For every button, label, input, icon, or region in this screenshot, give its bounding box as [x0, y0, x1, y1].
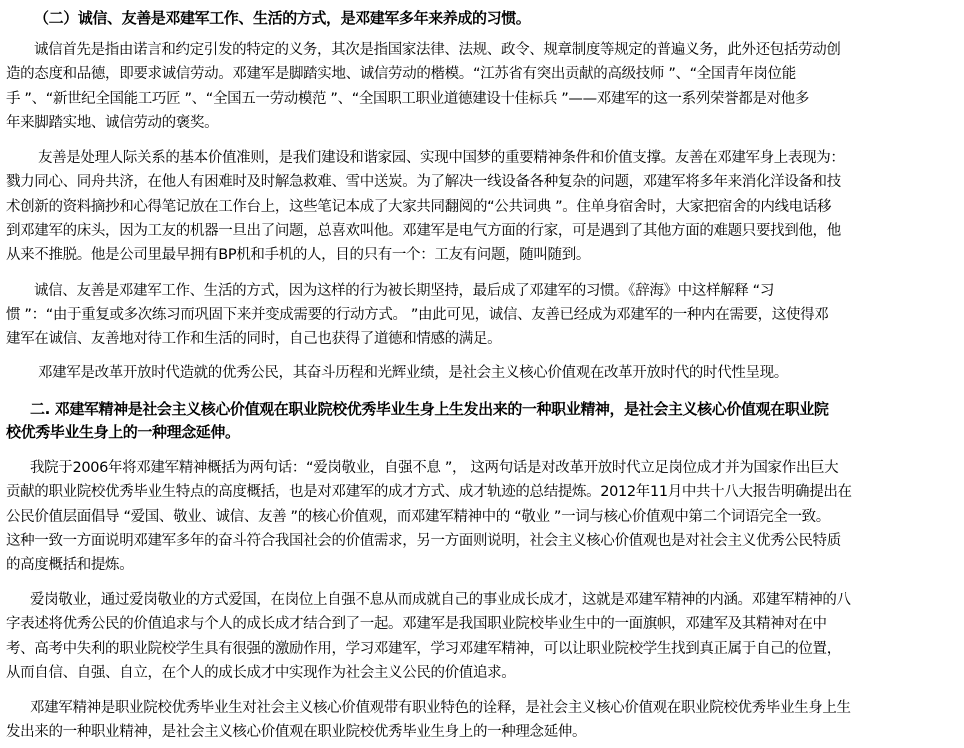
paragraph-line: 这种一致一方面说明邓建军多年的奋斗符合我国社会的价值需求，另一方面则说明，社会主义核心价值观也是对社会主义优秀公民特质 — [6, 533, 841, 549]
paragraph-line: 到邓建军的床头，因为工友的机器一旦出了问题，总喜欢叫他。邓建军是电气方面的行家，可是遇到了其他方面的难题只要找到他，他 — [6, 223, 841, 239]
heading-line: 二. 邓建军精神是社会主义核心价值观在职业院校优秀毕业生身上生发出来的一种职业精神，是社会主义核心价值观在职业院 — [30, 400, 829, 418]
paragraph-line: 建军在诚信、友善地对待工作和生活的同时，自己也获得了道德和情感的满足。 — [6, 331, 502, 347]
paragraph-line: 考、高考中失利的职业院校学生具有很强的激励作用，学习邓建军，学习邓建军精神，可以让职业院校学生找到真正属于自己的位置， — [6, 641, 841, 657]
paragraph-line: 发出来的一种职业精神，是社会主义核心价值观在职业院校优秀毕业生身上的一种理念延伸。 — [6, 724, 587, 740]
paragraph-line: 造的态度和品德，即要求诚信劳动。邓建军是脚踏实地、诚信劳动的楷模。“江苏省有突出贡献的高级技师 ”、“全国青年岗位能 — [6, 66, 796, 82]
paragraph-line: 的高度概括和提炼。 — [6, 557, 134, 573]
paragraph-line: 友善是处理人际关系的基本价值准则，是我们建设和谐家园、实现中国梦的重要精神条件和价值支撑。友善在邓建军身上表现为： — [38, 150, 845, 166]
paragraph-line: 邓建军是改革开放时代造就的优秀公民，其奋斗历程和光辉业绩，是社会主义核心价值观在改革开放时代的时代性呈现。 — [38, 365, 788, 381]
heading-line: （二）诚信、友善是邓建军工作、生活的方式，是邓建军多年来养成的习惯。 — [34, 9, 531, 27]
paragraph-line: 术创新的资料摘抄和心得笔记放在工作台上，这些笔记本成了大家共同翻阅的“公共词典 ”。住单身宿舍时，大家把宿舍的内线电话移 — [6, 199, 832, 215]
paragraph-line: 诚信首先是指由诺言和约定引发的特定的义务，其次是指国家法律、法规、政令、规章制度等规定的普遍义务，此外还包括劳动创 — [34, 42, 841, 58]
paragraph-line: 爱岗敬业，通过爱岗敬业的方式爱国，在岗位上自强不息从而成就自己的事业成长成才，这就是邓建军精神的内涵。邓建军精神的八 — [30, 592, 851, 608]
paragraph-line: 公民价值层面倡导 “爱国、敬业、诚信、友善 ”的核心价值观，而邓建军精神中的 “敬业 ”一词与核心价值观中第二个词语完全一致。 — [6, 509, 830, 525]
paragraph-line: 贡献的职业院校优秀毕业生特点的高度概括，也是对邓建军的成才方式、成才轨迹的总结提炼。2012年11月中共十八大报告明确提出在 — [6, 484, 852, 500]
paragraph-line: 戮力同心、同舟共济，在他人有困难时及时解急救难、雪中送炭。为了解决一线设备各种复杂的问题，邓建军将多年来消化洋设备和技 — [6, 174, 841, 190]
paragraph-line: 诚信、友善是邓建军工作、生活的方式，因为这样的行为被长期坚持，最后成了邓建军的习惯。《辞海》中这样解释 “习 — [34, 283, 774, 299]
paragraph-line: 邓建军精神是职业院校优秀毕业生对社会主义核心价值观带有职业特色的诠释，是社会主义核心价值观在职业院校优秀毕业生身上生 — [30, 700, 851, 716]
paragraph-line: 字表述将优秀公民的价值追求与个人的成长成才结合到了一起。邓建军是我国职业院校毕业生中的一面旗帜，邓建军及其精神对在中 — [6, 616, 827, 632]
paragraph-line: 手 ”、“新世纪全国能工巧匠 ”、“全国五一劳动模范 ”、“全国职工职业道德建设十佳标兵 ”——邓建军的这一系列荣誉都是对他多 — [6, 91, 809, 107]
paragraph-line: 从而自信、自强、自立，在个人的成长成才中实现作为社会主义公民的价值追求。 — [6, 665, 516, 681]
paragraph-line: 年来脚踏实地、诚信劳动的褒奖。 — [6, 115, 219, 131]
heading-line: 校优秀毕业生身上的一种理念延伸。 — [6, 423, 240, 441]
paragraph-line: 惯 ”：“由于重复或多次练习而巩固下来并变成需要的行动方式。 ”由此可见，诚信、友善已经成为邓建军的一种内在需要，这使得邓 — [6, 307, 829, 323]
paragraph-line: 我院于2006年将邓建军精神概括为两句话：“爱岗敬业，自强不息 ”， 这两句话是对改革开放时代立足岗位成才并为国家作出巨大 — [30, 460, 839, 476]
paragraph-line: 从来不推脱。他是公司里最早拥有BP机和手机的人，目的只有一个：工友有问题，随叫随到。 — [6, 247, 590, 263]
